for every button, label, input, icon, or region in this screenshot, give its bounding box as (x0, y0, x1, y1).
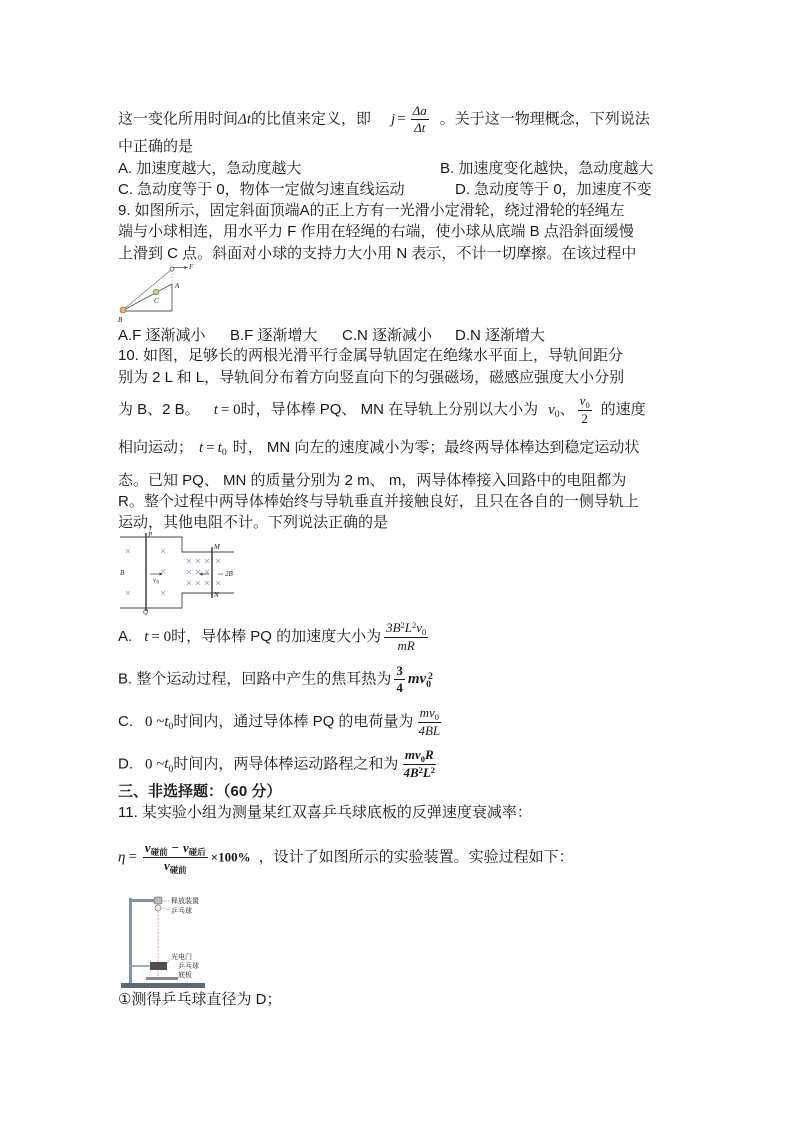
time-subscript: 0 (168, 763, 174, 775)
q10-line-4 (118, 437, 639, 460)
num-sub: 0 (420, 753, 425, 764)
q8-line-1 (118, 104, 650, 135)
q9-incline-figure (115, 262, 195, 326)
time-t: t (164, 713, 169, 730)
leader-line (167, 958, 170, 964)
q10-line-6: R。整个过程中两导体棒始终与导轨垂直并接触良好，且只在各自的一侧导轨上 (118, 493, 639, 510)
fraction-numerator (403, 748, 436, 765)
q9-line-1: 9. 如图所示，固定斜面顶端A的正上方有一光滑小定滑轮，绕过滑轮的轻绳左 (118, 202, 625, 219)
q8-text: 。关于这一物理概念，下列说法 (439, 110, 650, 128)
label-field-b: B (120, 569, 125, 577)
field-cross-icon (216, 559, 220, 563)
q10-line-2: 别为 2 L 和 L，导轨间分布着方向竖直向下的匀强磁场，磁感应强度大小分别 (118, 369, 625, 386)
option-text: 时间内，通过导体棒 PQ 的电荷量为 (173, 712, 414, 730)
q10-text: 时，导体棒 PQ、 MN 在导轨上分别以大小为 (240, 400, 539, 418)
fraction-numerator (384, 621, 428, 638)
ball-at-b-icon (120, 307, 126, 313)
separator: 、 (559, 400, 575, 418)
charge-fraction (416, 706, 442, 738)
label-v-subscript: 0 (156, 580, 159, 586)
den-sub: 碰前 (169, 864, 187, 875)
q9-option-d: D.N 逐渐增大 (455, 327, 546, 344)
right-field-crosses (187, 559, 220, 585)
field-cross-icon (126, 549, 130, 553)
q10-line-1: 10. 如图，足够长的两根光滑平行金属导轨固定在绝缘水平面上，导轨间距分 (118, 347, 624, 364)
num-part: L (404, 620, 412, 635)
num-sub: 碰后 (188, 846, 206, 857)
time-symbol: t (213, 401, 218, 418)
fraction-numerator (418, 706, 441, 723)
velocity-symbol (548, 401, 560, 421)
velocity-v: v (548, 401, 555, 418)
q9-option-c: C.N 逐渐减小 (342, 327, 433, 344)
field-cross-icon (205, 581, 209, 585)
num-sub: 0 (434, 711, 439, 722)
option-text: 时，导体棒 PQ 的加速度大小为 (171, 627, 382, 645)
q10-option-d (118, 748, 440, 781)
field-cross-icon (196, 559, 200, 563)
minus-sign: − (171, 840, 179, 855)
q11-step-1: ①测得乒乓球直径为 D； (118, 991, 282, 1008)
fraction-denominator: 4 (396, 680, 403, 695)
q8-option-a: A. 加速度越大，急动度越大 (118, 160, 302, 177)
den-sup: 2 (430, 764, 435, 775)
label-c: C (154, 297, 159, 305)
q11-text: ，设计了如图所示的实验装置。实验过程如下： (258, 848, 574, 866)
label-m: M (214, 543, 220, 551)
time-subscript: 0 (168, 721, 174, 733)
decay-rate-fraction (143, 841, 208, 874)
q11-line-1: 11. 某实验小组为测量某红双喜乒乓球底板的反弹速度衰减率： (118, 804, 532, 821)
equals-zero: = 0 (220, 401, 241, 418)
fraction-denominator (401, 765, 437, 781)
num-part: R (424, 747, 434, 762)
equals-zero: = 0 (151, 628, 172, 645)
range-start: 0 ~ (145, 713, 165, 730)
q8-text: 的比值来定义，即 (251, 110, 372, 128)
num-sub: 碰前 (150, 846, 168, 857)
q9-line-2: 端与小球相连，用水平力 F 作用在轻绳的右端，使小球从底端 B 点沿斜面缓慢 (118, 223, 634, 240)
label-b: B (118, 316, 123, 324)
field-cross-icon (205, 570, 209, 574)
half-velocity-fraction (578, 394, 592, 426)
fraction-denominator: 2 (581, 411, 588, 426)
num-part: mv (404, 747, 421, 762)
release-device-icon (154, 897, 162, 904)
photogate-icon (150, 962, 167, 970)
label-ball-top: 乒乓球 (171, 908, 192, 915)
arrow-head-icon (199, 573, 203, 576)
den-part: v (163, 858, 170, 873)
num-part: 3B (386, 620, 401, 635)
num-sup: 2 (412, 619, 417, 630)
equals: = (206, 440, 215, 456)
ping-pong-ball-icon (155, 905, 161, 911)
num-sup: 2 (400, 619, 405, 630)
q11-formula-line (118, 841, 574, 874)
time-symbol: t (144, 628, 149, 645)
q8-jerk-fraction (411, 104, 429, 135)
field-cross-icon (187, 570, 191, 574)
field-cross-icon (196, 570, 200, 574)
num-part: v (183, 840, 189, 855)
q11-apparatus-figure (118, 893, 248, 990)
label-n: N (214, 591, 219, 599)
q8-delta-t: Δt (238, 111, 251, 128)
q10-text: 的速度 (600, 400, 646, 418)
q9-option-b: B.F 逐渐增大 (230, 327, 318, 344)
q10-text: 相向运动； (118, 439, 194, 456)
label-release-device: 释放装置 (171, 898, 199, 905)
q10-text: 时， MN 向左的速度减小为零；最终两导体棒达到稳定运动状 (232, 439, 640, 456)
q9-option-a: A.F 逐渐减小 (118, 327, 206, 344)
force-arrow-icon (185, 266, 189, 269)
q10-line-3 (118, 394, 646, 426)
leader-line (161, 908, 170, 910)
q10-line-7: 运动，其他电阻不计。下列说法正确的是 (118, 514, 389, 531)
acceleration-fraction (384, 621, 428, 653)
label-board: 底板 (178, 972, 192, 979)
field-cross-icon (187, 581, 191, 585)
mass-velocity-term (407, 670, 433, 690)
num-part: v (416, 620, 422, 635)
q8-equals: = (397, 111, 406, 128)
q8-jerk-symbol: j (391, 111, 396, 128)
eta-symbol: η (118, 849, 126, 866)
label-f: F (189, 263, 194, 271)
fraction-numerator: 3 (396, 663, 403, 678)
fraction-numerator: Δa (412, 103, 427, 118)
time-symbol: t (199, 440, 204, 456)
time-t: t (164, 756, 169, 773)
stand-pole (129, 898, 132, 984)
q10-option-a (118, 621, 431, 653)
three-quarter-fraction (394, 664, 405, 695)
q10-text: 为 B、2 B。 (118, 400, 200, 418)
option-text: 时间内，两导体棒运动路程之和为 (173, 755, 399, 773)
q10-rails-figure (118, 531, 238, 615)
label-q: Q (143, 608, 149, 616)
label-ball-bottom: 乒乓球 (178, 963, 199, 970)
option-prefix: D. (118, 755, 133, 773)
q10-option-b (118, 664, 433, 695)
field-cross-icon (161, 591, 165, 595)
bottom-board-icon (146, 977, 178, 980)
equals: = (128, 849, 137, 866)
velocity-subscript: 0 (554, 409, 560, 421)
fraction-denominator (162, 858, 189, 874)
q8-option-d: D. 急动度等于 0，加速度不变 (455, 181, 652, 198)
incline-slope (122, 284, 172, 311)
fraction-denominator: 4BL (418, 723, 441, 738)
term-sub: 0 (426, 678, 432, 690)
den-part: L (422, 765, 431, 780)
label-v: v (153, 576, 157, 584)
q8-option-c: C. 急动度等于 0，物体一定做匀速直线运动 (118, 181, 405, 198)
fraction-numerator (143, 841, 208, 858)
fraction-denominator: mR (397, 638, 415, 653)
field-cross-icon (205, 559, 209, 563)
time-subscript: 0 (221, 447, 227, 459)
distance-fraction (401, 748, 437, 781)
num-part: v (144, 840, 151, 855)
fraction-denominator: Δt (414, 120, 426, 135)
field-cross-icon (196, 581, 200, 585)
field-cross-icon (161, 549, 165, 553)
time-t: t (217, 440, 222, 456)
percent-factor: ×100% (210, 849, 251, 865)
fraction-numerator (578, 394, 592, 411)
rope-line (124, 270, 171, 309)
q8-text: 这一变化所用时间 (118, 110, 239, 128)
label-p: P (148, 531, 153, 539)
section-heading: 三、非选择题：（60 分） (118, 783, 282, 800)
q10-line-5: 态。已知 PQ、 MN 的质量分别为 2 m、 m，两导体棒接入回路中的电阻都为 (118, 472, 627, 489)
option-text: B. 整个运动过程，回路中产生的焦耳热为 (118, 670, 392, 688)
q10-option-c (118, 706, 445, 738)
ball-at-c-icon (153, 289, 159, 295)
field-cross-icon (187, 559, 191, 563)
q8-option-b: B. 加速度变化越快，急动度越大 (440, 160, 654, 177)
velocity-subscript: 0 (585, 399, 590, 410)
time-t0 (217, 440, 227, 459)
option-prefix: C. (118, 712, 133, 730)
range-start: 0 ~ (145, 756, 165, 773)
stand-arm (129, 899, 155, 902)
q8-line-2: 中正确的是 (118, 138, 194, 155)
field-cross-icon (216, 581, 220, 585)
den-sup: 2 (418, 764, 423, 775)
option-prefix: A. (118, 627, 133, 645)
field-cross-icon (161, 569, 165, 573)
velocity-v: v (579, 393, 586, 408)
stand-base (121, 983, 205, 988)
term-base: mv (407, 671, 427, 688)
label-photogate: 光电门 (171, 954, 192, 961)
label-field-2b: 2B (225, 570, 233, 578)
term-sup: 2 (428, 670, 433, 682)
num-sub: 0 (422, 626, 427, 637)
field-cross-icon (126, 591, 130, 595)
den-part: 4B (403, 765, 419, 780)
num-part: mv (419, 705, 435, 720)
label-a: A (175, 282, 180, 290)
q9-line-3: 上滑到 C 点。斜面对小球的支持力大小用 N 表示，不计一切摩擦。在该过程中 (118, 245, 637, 262)
